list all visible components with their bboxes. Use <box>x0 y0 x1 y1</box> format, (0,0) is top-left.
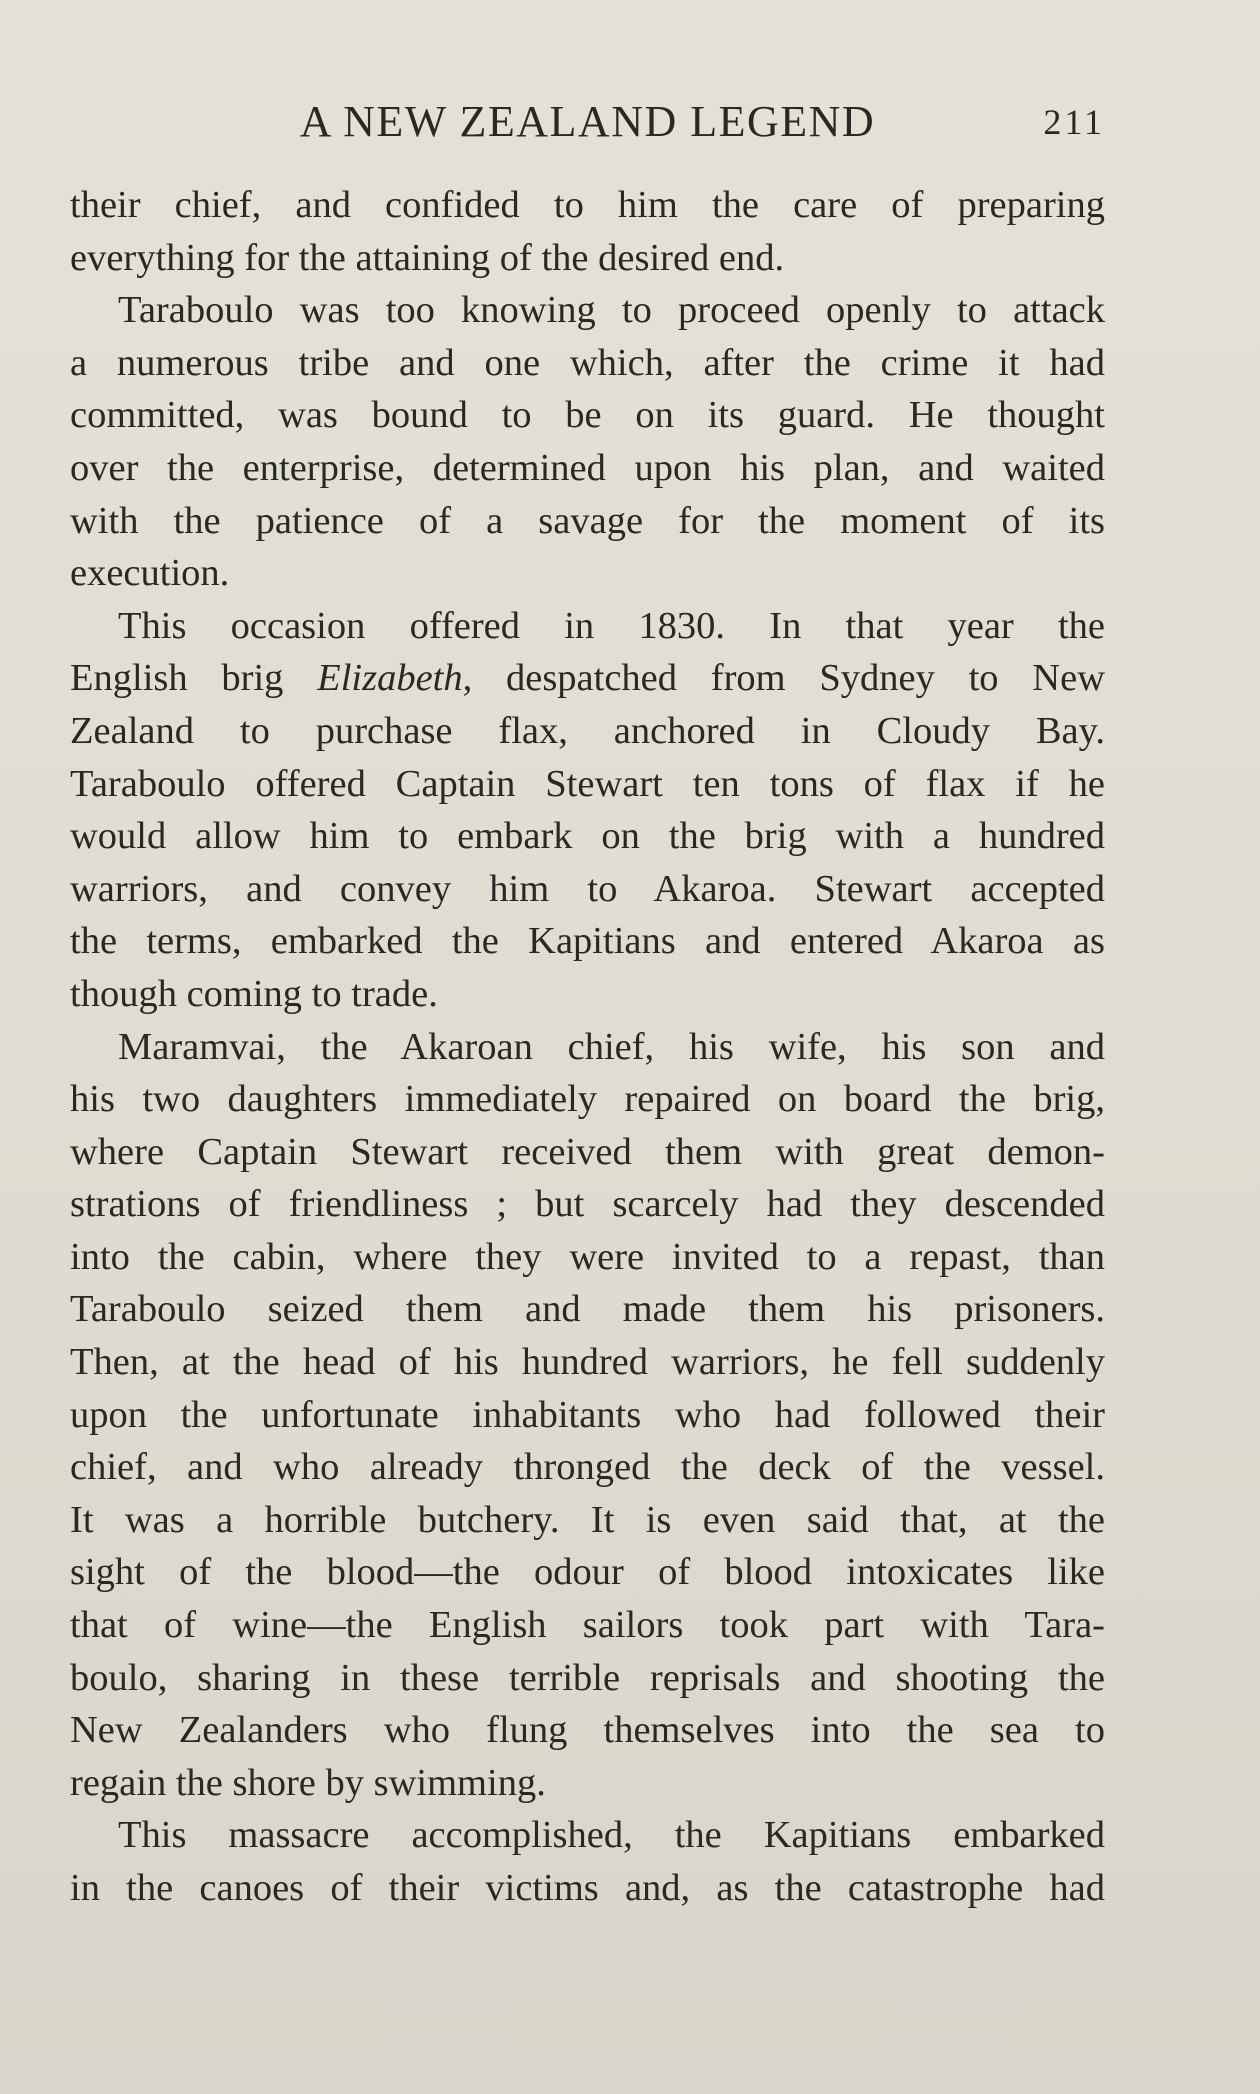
text-line: committed, was bound to be on its guard. He thought <box>70 394 1105 437</box>
text-line: would allow him to embark on the brig with a hundred <box>70 815 1105 858</box>
text-line: boulo, sharing in these terrible reprisals and shooting the <box>70 1656 1105 1699</box>
text-line: strations of friendliness ; but scarcely had they descended <box>70 1183 1105 1226</box>
text-segment: , despatched from Sydney to New <box>462 657 1105 700</box>
text-line: their chief, and confided to him the care of preparing <box>70 184 1105 226</box>
text-line: into the cabin, where they were invited to a repast, than <box>70 1235 1105 1278</box>
ship-name: Elizabeth <box>317 657 463 700</box>
text-line: though coming to trade. <box>70 972 438 1015</box>
text-line: upon the unfortunate inhabitants who had followed their <box>70 1393 1105 1436</box>
running-title: A NEW ZEALAND LEGEND <box>299 97 876 146</box>
text-line: where Captain Stewart received them with great demon- <box>70 1130 1105 1173</box>
text-line: his two daughters immediately repaired on board the brig, <box>70 1078 1105 1121</box>
text-line: This massacre accomplished, the Kapitians embarked <box>118 1814 1105 1857</box>
page-number: 211 <box>1043 102 1105 142</box>
text-line-with-italic <box>70 652 1105 705</box>
text-line: Taraboulo seized them and made them his prisoners. <box>70 1288 1105 1331</box>
text-line: the terms, embarked the Kapitians and entered Akaroa as <box>70 920 1105 963</box>
text-line: a numerous tribe and one which, after the crime it had <box>70 341 1105 384</box>
text-line: This occasion offered in 1830. In that year the <box>118 604 1105 647</box>
running-header <box>70 92 1105 152</box>
text-line: that of wine—the English sailors took part with Tara- <box>70 1604 1105 1647</box>
body-text <box>70 179 1105 1915</box>
text-line: over the enterprise, determined upon his plan, and waited <box>70 446 1105 489</box>
text-line: with the patience of a savage for the moment of its <box>70 499 1105 542</box>
text-line: everything for the attaining of the desired end. <box>70 236 785 279</box>
text-line: It was a horrible butchery. It is even said that, at the <box>70 1498 1105 1541</box>
text-line: New Zealanders who flung themselves into the sea to <box>70 1709 1105 1752</box>
text-line: in the canoes of their victims and, as the catastrophe had <box>70 1867 1105 1909</box>
text-line: chief, and who already thronged the deck of the vessel. <box>70 1446 1105 1489</box>
text-line: Taraboulo was too knowing to proceed openly to attack <box>118 289 1105 332</box>
text-line: warriors, and convey him to Akaroa. Stewart accepted <box>70 867 1105 910</box>
text-line: execution. <box>70 552 230 595</box>
text-line: Zealand to purchase flax, anchored in Cloudy Bay. <box>70 709 1105 752</box>
text-segment: English brig <box>70 657 318 700</box>
text-line: sight of the blood—the odour of blood intoxicates like <box>70 1551 1105 1594</box>
text-line: regain the shore by swimming. <box>70 1761 546 1804</box>
text-line: Then, at the head of his hundred warriors, he fell suddenly <box>70 1341 1105 1384</box>
text-line: Maramvai, the Akaroan chief, his wife, his son and <box>118 1025 1105 1068</box>
text-line: Taraboulo offered Captain Stewart ten tons of flax if he <box>70 762 1105 805</box>
